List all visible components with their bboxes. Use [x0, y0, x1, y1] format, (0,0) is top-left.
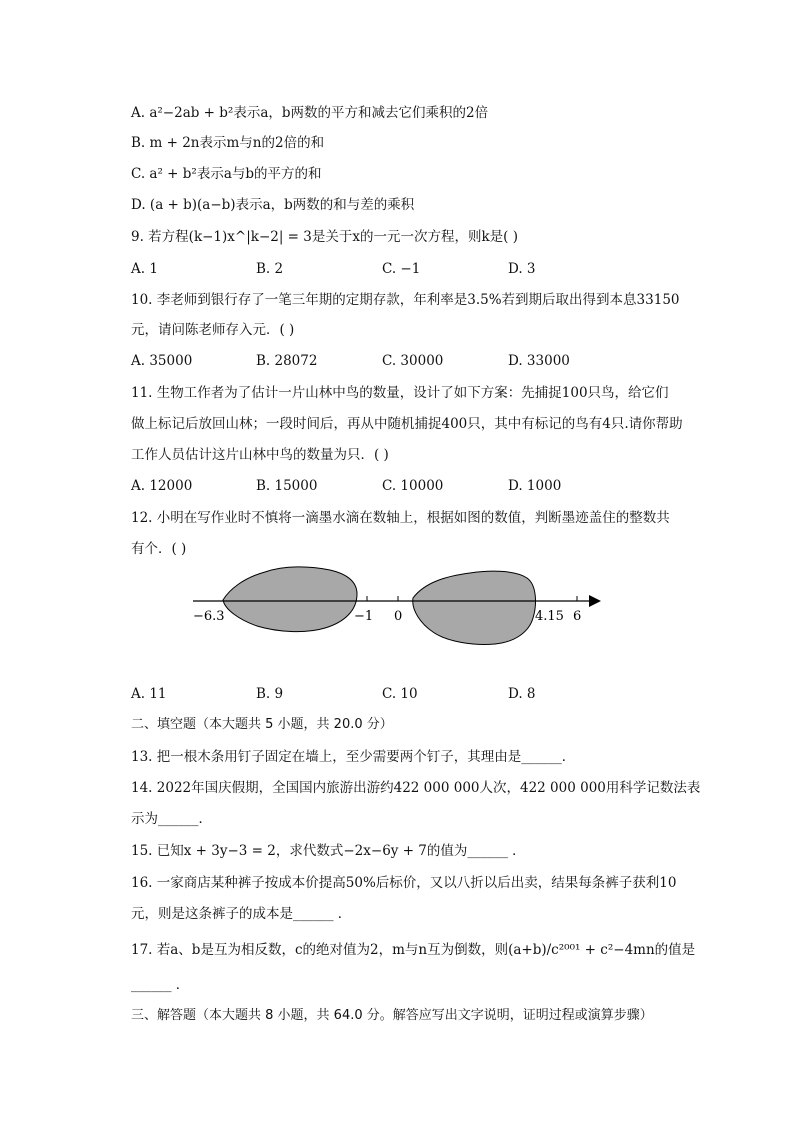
q12-option-a: A. 11 [131, 686, 167, 702]
q11-option-b: B. 15000 [256, 478, 318, 494]
q11-option-d: D. 1000 [508, 478, 562, 494]
q10-option-d: D. 33000 [508, 353, 570, 369]
axis-arrow [589, 595, 601, 607]
q16-line1: 16. 一家商店某种裤子按成本价提高50%后标价，又以八折以后出卖，结果每条裤子获利10 [131, 875, 677, 891]
label-minus-6-3: −6.3 [193, 609, 225, 624]
label-0: 0 [394, 609, 403, 624]
q14-line2: 示为______． [131, 811, 212, 827]
section3-heading: 三、解答题（本大题共 8 小题，共 64.0 分。解答应写出文字说明，证明过程或演算步骤） [131, 1008, 653, 1023]
q8-option-a: A. a²−2ab + b²表示a，b两数的平方和减去它们乘积的2倍 [131, 105, 489, 121]
q12-option-c: C. 10 [382, 686, 418, 702]
q12-stem-line1: 12. 小明在写作业时不慎将一滴墨水滴在数轴上，根据如图的数值，判断墨迹盖住的整数共 [131, 510, 670, 526]
q8-option-b: B. m + 2n表示m与n的2倍的和 [131, 135, 325, 151]
q8-option-d: D. (a + b)(a−b)表示a，b两数的和与差的乘积 [131, 197, 415, 213]
q11-option-a: A. 12000 [131, 478, 193, 494]
q11-option-c: C. 10000 [382, 478, 444, 494]
q9-option-b: B. 2 [256, 261, 284, 277]
q14-line1: 14. 2022年国庆假期，全国国内旅游出游约422 000 000人次，422 000 000用科学记数法表 [131, 780, 701, 796]
q8-option-c: C. a² + b²表示a与b的平方的和 [131, 166, 322, 182]
q11-stem-line2: 做上标记后放回山林；一段时间后，再从中随机捕捉400只，其中有标记的鸟有4只.请你帮助 [131, 416, 683, 432]
q9-stem: 9. 若方程(k−1)x^|k−2| = 3是关于x的一元一次方程，则k是( ) [131, 229, 518, 245]
q12-option-b: B. 9 [256, 686, 284, 702]
q15: 15. 已知x + 3y−3 = 2，求代数式−2x−6y + 7的值为______ ． [131, 843, 526, 859]
label-minus-1: −1 [354, 609, 374, 624]
section2-heading: 二、填空题（本大题共 5 小题，共 20.0 分） [131, 717, 393, 732]
q17-line1: 17. 若a、b是互为相反数，c的绝对值为2，m与n互为倒数，则(a+b)/c²⁰⁰¹ + c²−4mn的值是 [131, 942, 696, 958]
q10-stem-line1: 10. 李老师到银行存了一笔三年期的定期存款，年利率是3.5%若到期后取出得到本息33150 [131, 292, 680, 308]
number-line-figure [185, 560, 615, 650]
q11-stem-line1: 11. 生物工作者为了估计一片山林中鸟的数量，设计了如下方案：先捕捉100只鸟，给它们 [131, 385, 669, 401]
ink-blot-left [223, 567, 357, 632]
ink-blot-right [413, 571, 536, 644]
q10-stem-line2: 元，请问陈老师存入元．( ) [131, 322, 295, 338]
q12-option-d: D. 8 [508, 686, 536, 702]
q10-option-b: B. 28072 [256, 353, 318, 369]
q17-line2: ______ ． [131, 977, 190, 993]
q12-stem-line2: 有个．( ) [131, 541, 187, 557]
q9-option-d: D. 3 [508, 261, 536, 277]
label-6: 6 [573, 609, 582, 624]
label-4-15: 4.15 [535, 609, 564, 624]
q9-option-c: C. −1 [382, 261, 421, 277]
q10-option-a: A. 35000 [131, 353, 193, 369]
q9-option-a: A. 1 [131, 261, 158, 277]
q11-stem-line3: 工作人员估计这片山林中鸟的数量为只．( ) [131, 447, 389, 463]
q16-line2: 元，则是这条裤子的成本是______ ． [131, 906, 352, 922]
q10-option-c: C. 30000 [382, 353, 444, 369]
q13: 13. 把一根木条用钉子固定在墙上，至少需要两个钉子，其理由是______． [131, 749, 576, 765]
